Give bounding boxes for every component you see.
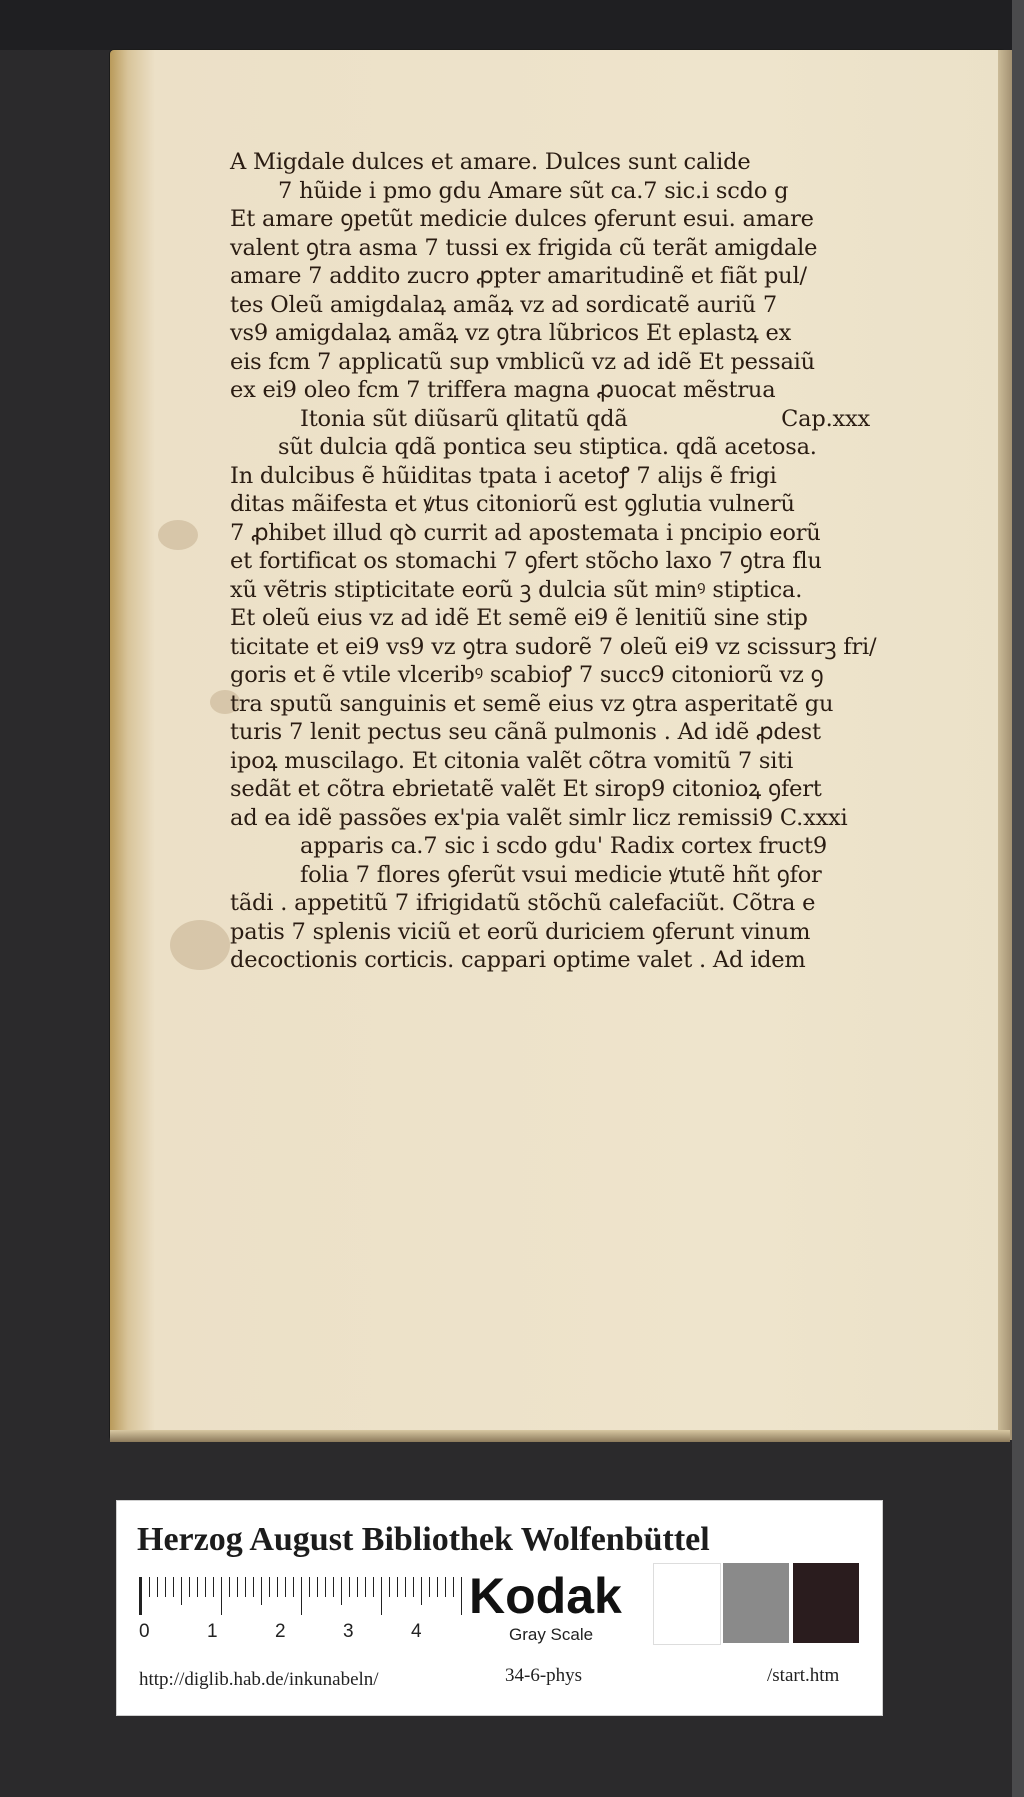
text-line xyxy=(230,490,870,519)
ruler-tick xyxy=(405,1577,406,1597)
adjacent-page-edge xyxy=(1012,0,1024,1797)
ruler-tick xyxy=(365,1577,366,1597)
ruler-tick xyxy=(245,1577,246,1597)
line-text: tãdi . appetitũ 7 ifrigidatũ stõchũ calefaciũt. Cõtra e xyxy=(230,890,816,916)
line-text: Itonia sũt diũsarũ qlitatũ qdã xyxy=(300,405,628,432)
ruler-tick xyxy=(421,1577,422,1605)
ruler-number: 3 xyxy=(343,1621,354,1642)
ruler-tick xyxy=(381,1577,382,1615)
chapter-number: Cap.xxx xyxy=(781,405,870,432)
text-line xyxy=(230,832,870,861)
ruler-tick xyxy=(141,1577,142,1615)
text-line xyxy=(230,718,870,747)
text-line xyxy=(230,433,870,462)
text-line xyxy=(230,319,870,348)
text-line xyxy=(230,234,870,263)
line-text: ad ea idẽ passões ex'pia valẽt simlr licz remissi9 C.xxxi xyxy=(230,804,848,831)
library-name: Herzog August Bibliothek Wolfenbüttel xyxy=(137,1521,710,1558)
line-text: sũt dulcia qdã pontica seu stiptica. qdã acetosa. xyxy=(278,434,817,460)
ruler-tick xyxy=(309,1577,310,1597)
line-text: eis fcm 7 applicatũ sup vmblicũ vz ad idẽ Et pessaiũ xyxy=(230,348,815,375)
ruler-tick xyxy=(373,1577,374,1597)
text-line xyxy=(230,205,870,234)
library-label-card xyxy=(116,1500,883,1716)
line-text: patis 7 splenis viciũ et eorũ duriciem ꝯferunt vinum xyxy=(230,918,811,945)
line-text: sedãt et cõtra ebrietatẽ valẽt Et sirop9 citonioꝝ ꝯfert xyxy=(230,776,822,802)
ruler-tick xyxy=(205,1577,206,1597)
ruler-tick xyxy=(341,1577,342,1605)
line-text: valent ꝯtra asma 7 tussi ex frigida cũ terãt amigdale xyxy=(230,234,818,261)
text-line xyxy=(230,604,870,633)
ruler-tick xyxy=(357,1577,358,1597)
text-line xyxy=(230,747,870,776)
line-text: Et oleũ eius vz ad idẽ Et semẽ ei9 ẽ lenitiũ sine stip xyxy=(230,605,808,631)
ruler-tick xyxy=(261,1577,262,1605)
line-text: goris et ẽ vtile vlceribꝰ scabioꝭ 7 succ9 citoniorũ vz ꝯ xyxy=(230,662,824,688)
text-line xyxy=(230,291,870,320)
white-swatch xyxy=(653,1563,721,1645)
ruler-tick xyxy=(285,1577,286,1597)
ruler-tick xyxy=(301,1577,302,1615)
ruler-tick xyxy=(445,1577,446,1597)
ruler-number: 0 xyxy=(139,1621,150,1642)
line-text: vs9 amigdalaꝝ amãꝝ vz ꝯtra lũbricos Et eplastꝝ ex xyxy=(230,320,792,346)
shelfmark: 34-6-phys xyxy=(505,1665,583,1686)
text-line xyxy=(230,804,870,833)
scan-background xyxy=(0,0,1024,50)
ruler-tick xyxy=(213,1577,214,1597)
text-line xyxy=(230,661,870,690)
incunable-text-block xyxy=(230,148,877,975)
ruler-tick xyxy=(173,1577,174,1597)
text-line xyxy=(230,775,870,804)
text-line xyxy=(230,918,870,947)
line-text: tes Oleũ amigdalaꝝ amãꝝ vz ad sordicatẽ auriũ 7 xyxy=(230,291,777,318)
ruler-tick xyxy=(461,1577,462,1615)
ruler-tick xyxy=(429,1577,430,1597)
black-swatch xyxy=(793,1563,859,1643)
ruler-tick xyxy=(197,1577,198,1597)
line-text: ipoꝝ muscilago. Et citonia valẽt cõtra vomitũ 7 siti xyxy=(230,747,794,774)
ruler-tick xyxy=(165,1577,166,1597)
text-line xyxy=(230,348,870,377)
text-line xyxy=(230,148,870,177)
ruler-tick xyxy=(413,1577,414,1597)
ruler-tick xyxy=(349,1577,350,1597)
gray-swatch xyxy=(723,1563,789,1643)
ruler-tick xyxy=(229,1577,230,1597)
text-line xyxy=(230,405,870,434)
ruler-tick xyxy=(277,1577,278,1597)
paper-stain xyxy=(158,520,198,550)
ruler-tick xyxy=(189,1577,190,1597)
line-text: xũ vẽtris stipticitate eorũ ꝫ dulcia sũt minꝰ stiptica. xyxy=(230,576,803,603)
ruler-number: 4 xyxy=(411,1621,422,1642)
ruler-tick xyxy=(397,1577,398,1597)
text-line xyxy=(230,547,870,576)
ruler-tick xyxy=(317,1577,318,1597)
ruler-number: 1 xyxy=(207,1621,218,1642)
ruler-bar xyxy=(139,1577,461,1615)
text-line xyxy=(230,177,870,206)
ruler-tick xyxy=(221,1577,222,1615)
kodak-logo: Kodak xyxy=(469,1568,622,1624)
text-line xyxy=(230,889,870,918)
page-fore-edge xyxy=(998,50,1012,1440)
line-text: Et amare ꝯpetũt medicie dulces ꝯferunt esui. amare xyxy=(230,206,814,232)
ruler-tick xyxy=(269,1577,270,1597)
line-text: turis 7 lenit pectus seu cãnã pulmonis . Ad idẽ ꝓdest xyxy=(230,719,821,745)
text-line xyxy=(230,519,870,548)
measurement-ruler xyxy=(139,1577,459,1645)
url-suffix: /start.htm xyxy=(767,1665,840,1686)
text-line xyxy=(230,690,870,719)
ruler-tick xyxy=(157,1577,158,1597)
page-bottom-edge xyxy=(110,1430,1010,1442)
ruler-tick xyxy=(181,1577,182,1605)
text-line xyxy=(230,576,870,605)
ruler-tick xyxy=(389,1577,390,1597)
line-text: et fortificat os stomachi 7 ꝯfert stõcho laxo 7 ꝯtra flu xyxy=(230,548,822,574)
url-prefix: http://diglib.hab.de/inkunabeln/ xyxy=(139,1669,379,1690)
text-line xyxy=(230,262,870,291)
ruler-tick xyxy=(437,1577,438,1597)
ruler-number: 2 xyxy=(275,1621,286,1642)
ruler-tick xyxy=(325,1577,326,1597)
text-line xyxy=(230,376,870,405)
ruler-tick xyxy=(237,1577,238,1597)
line-text: A Migdale dulces et amare. Dulces sunt calide xyxy=(230,149,751,175)
line-text: folia 7 flores ꝯferũt vsui medicie ꝟtutẽ hñt ꝯfor xyxy=(300,861,822,888)
text-line xyxy=(230,861,870,890)
line-text: 7 hũide i pmo gdu Amare sũt ca.7 sic.i scdo g xyxy=(278,177,789,204)
text-line xyxy=(230,462,870,491)
ruler-tick xyxy=(149,1577,150,1597)
line-text: In dulcibus ẽ hũiditas tpata i acetoꝭ 7 alijs ẽ frigi xyxy=(230,462,777,489)
paper-stain xyxy=(170,920,230,970)
gray-scale-label: Gray Scale xyxy=(509,1625,594,1644)
line-text: 7 ꝓhibet illud qꝺ currit ad apostemata i pncipio eorũ xyxy=(230,519,821,546)
line-text: amare 7 addito zucro ꝓpter amaritudinẽ et fiãt pul/ xyxy=(230,263,807,289)
line-text: tra sputũ sanguinis et semẽ eius vz ꝯtra asperitatẽ gu xyxy=(230,690,834,717)
ruler-tick xyxy=(453,1577,454,1597)
ruler-tick xyxy=(333,1577,334,1597)
line-text: ex ei9 oleo fcm 7 triffera magna ꝓuocat mẽstrua xyxy=(230,377,776,403)
ruler-tick xyxy=(253,1577,254,1597)
line-text: decoctionis corticis. cappari optime valet . Ad idem xyxy=(230,947,806,973)
line-text: apparis ca.7 sic i scdo gdu' Radix cortex fruct9 xyxy=(300,833,827,859)
ruler-tick xyxy=(293,1577,294,1597)
line-text: ticitate et ei9 vs9 vz ꝯtra sudorẽ 7 oleũ ei9 vz scissurꝫ fri/ xyxy=(230,633,877,660)
line-text: ditas mãifesta et ꝟtus citoniorũ est ꝯglutia vulnerũ xyxy=(230,491,795,517)
text-line xyxy=(230,946,870,975)
text-line xyxy=(230,633,877,662)
